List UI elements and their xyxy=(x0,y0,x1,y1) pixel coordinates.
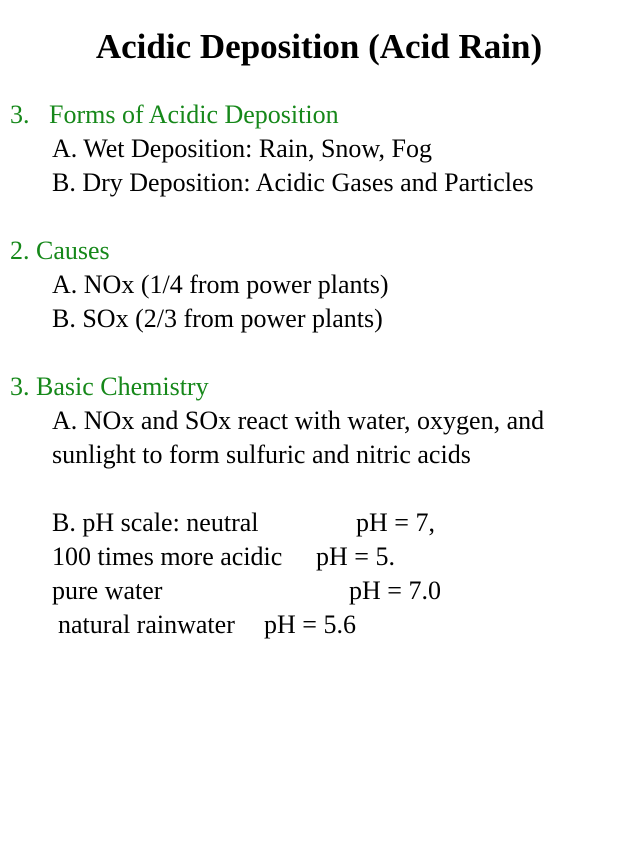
ph-value-pure-water: pH = 7.0 xyxy=(349,576,441,605)
section-item-wet-deposition: A. Wet Deposition: Rain, Snow, Fog xyxy=(52,134,432,163)
section-item-dry-deposition: B. Dry Deposition: Acidic Gases and Particles xyxy=(52,168,534,197)
section-heading-forms: 3. Forms of Acidic Deposition xyxy=(10,100,339,129)
ph-label-neutral: B. pH scale: neutral xyxy=(52,508,259,537)
ph-label-natural-rainwater: natural rainwater xyxy=(58,610,235,639)
section-heading-causes: 2. Causes xyxy=(10,236,110,265)
section-item-react-line1: A. NOx and SOx react with water, oxygen, and xyxy=(52,406,545,435)
section-item-nox: A. NOx (1/4 from power plants) xyxy=(52,270,389,299)
ph-value-more-acidic: pH = 5. xyxy=(316,542,395,571)
ph-value-natural-rainwater: pH = 5.6 xyxy=(264,610,356,639)
section-item-sox: B. SOx (2/3 from power plants) xyxy=(52,304,383,333)
ph-value-neutral: pH = 7, xyxy=(356,508,435,537)
section-heading-basic-chemistry: 3. Basic Chemistry xyxy=(10,372,209,401)
section-item-react-line2: sunlight to form sulfuric and nitric acids xyxy=(52,440,471,469)
slide-title: Acidic Deposition (Acid Rain) xyxy=(95,27,543,66)
ph-label-pure-water: pure water xyxy=(52,576,163,605)
ph-label-more-acidic: 100 times more acidic xyxy=(52,542,283,571)
